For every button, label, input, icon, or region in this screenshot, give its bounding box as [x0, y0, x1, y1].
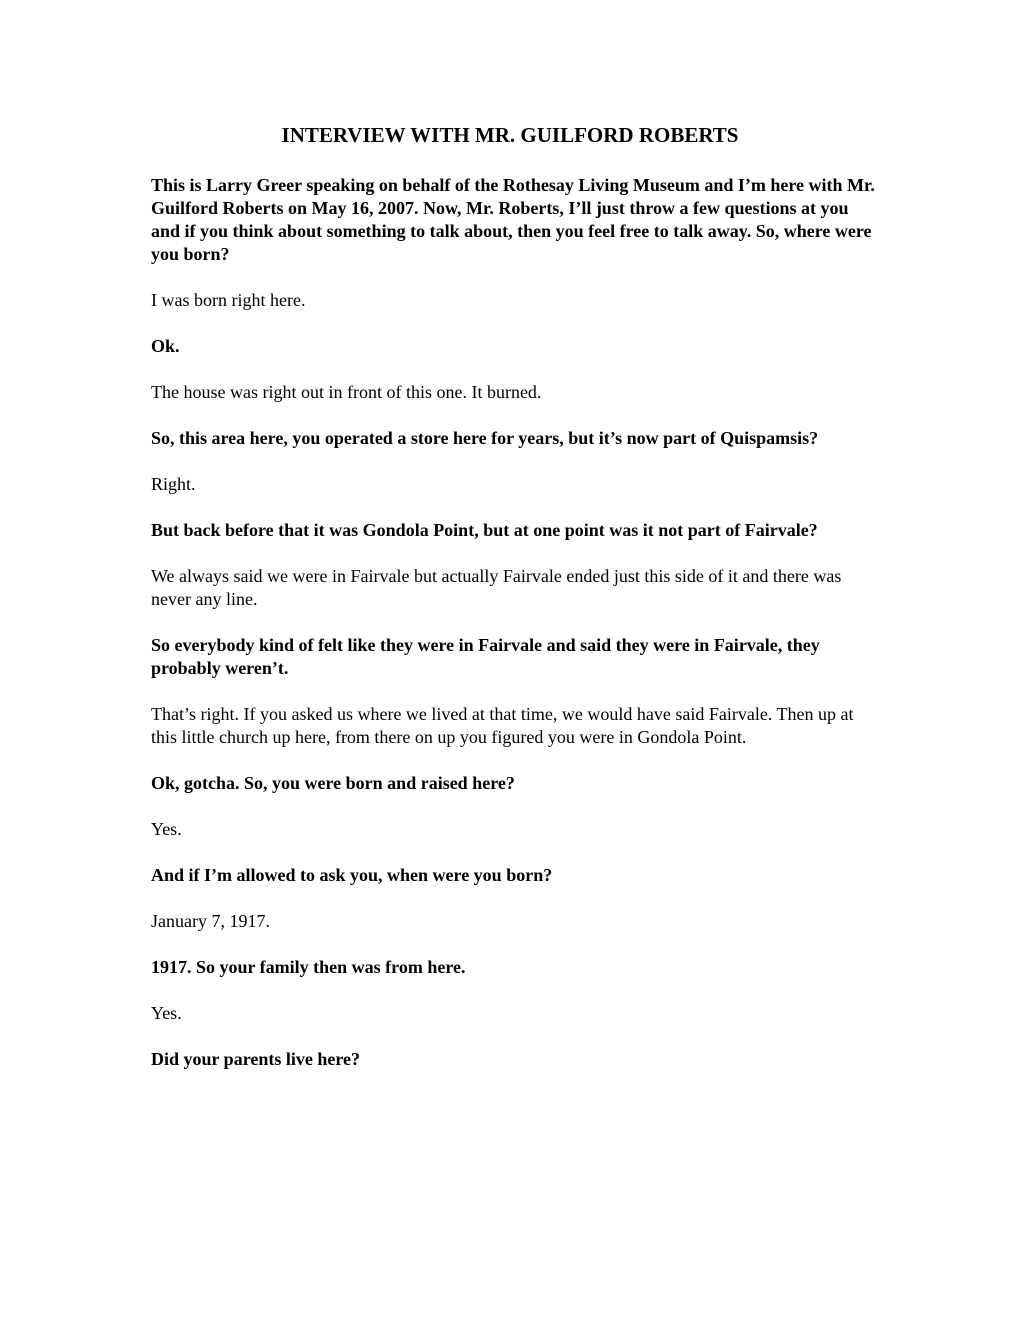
- interviewee-answer: Right.: [151, 474, 196, 494]
- interviewee-answer: The house was right out in front of this one. It burned.: [151, 382, 542, 402]
- interviewer-question: So, this area here, you operated a store here for years, but it’s now part of Quispamsis?: [151, 428, 819, 448]
- interviewee-answer: Yes.: [151, 1003, 182, 1023]
- interviewee-answer: Yes.: [151, 819, 182, 839]
- interviewer-question: 1917. So your family then was from here.: [151, 957, 466, 977]
- interviewee-answer: I was born right here.: [151, 290, 306, 310]
- document-title: INTERVIEW WITH MR. GUILFORD ROBERTS: [281, 123, 739, 147]
- interviewee-answer: We always said we were in Fairvale but actually Fairvale ended just this side of it and there was never any line.: [151, 566, 842, 609]
- interviewer-question: And if I’m allowed to ask you, when were you born?: [151, 865, 553, 885]
- interviewer-question: But back before that it was Gondola Point, but at one point was it not part of Fairvale?: [151, 520, 818, 540]
- interviewer-question: Ok, gotcha. So, you were born and raised here?: [151, 773, 515, 793]
- interviewer-question: So everybody kind of felt like they were in Fairvale and said they were in Fairvale, they probably weren’t.: [151, 635, 820, 678]
- interviewer-question: Ok.: [151, 336, 180, 356]
- interviewee-answer: That’s right. If you asked us where we lived at that time, we would have said Fairvale. Then up at this little church up here, from there on up you figured you were in Gondola Point.: [151, 704, 854, 747]
- transcript-body: [151, 174, 876, 1094]
- interviewer-question: Did your parents live here?: [151, 1049, 361, 1069]
- interviewer-question: This is Larry Greer speaking on behalf of the Rothesay Living Museum and I’m here with Mr. Guilford Roberts on May 16, 2007. Now, Mr. Roberts, I’ll just throw a few questions at you and if you think about something to talk about, then you feel free to talk away. So, where were you born?: [151, 175, 875, 264]
- interviewee-answer: January 7, 1917.: [151, 911, 270, 931]
